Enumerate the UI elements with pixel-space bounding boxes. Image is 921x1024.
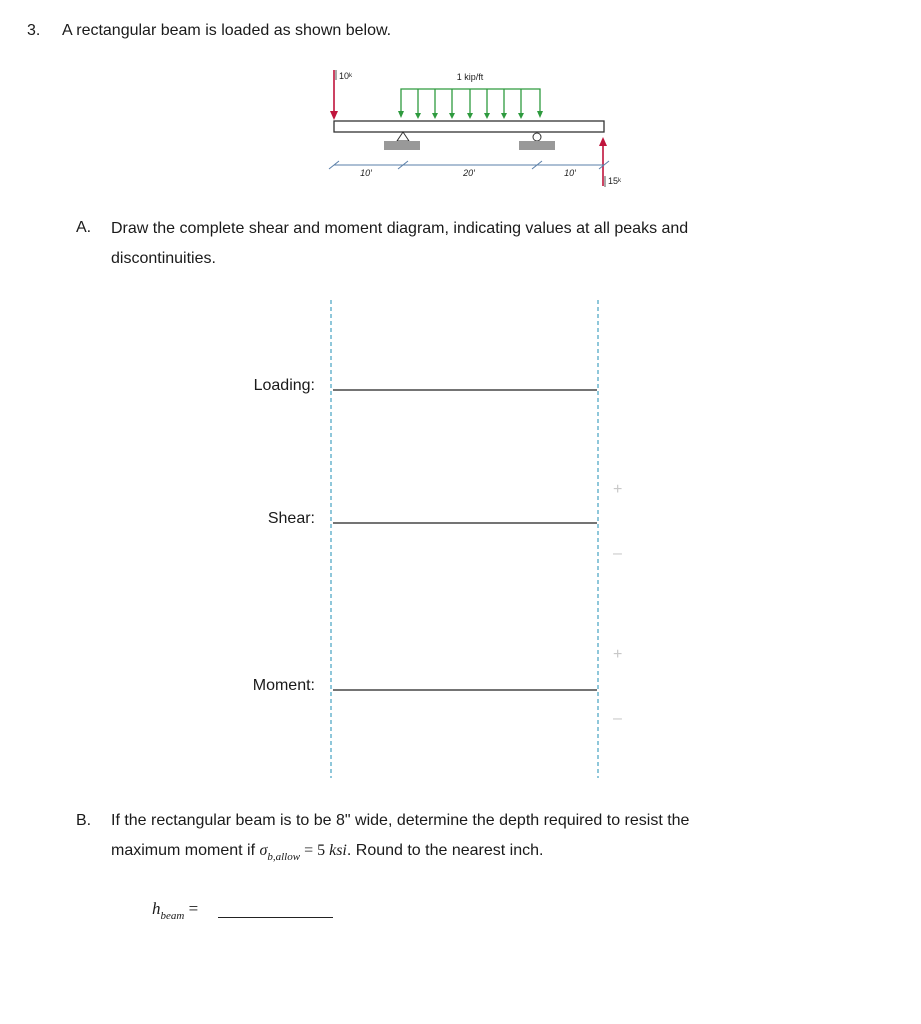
unit: ksi <box>329 842 347 859</box>
part-a-text: Draw the complete shear and moment diagram, indicating values at all peaks and discontinuities. <box>111 220 689 267</box>
moment-minus-sign: – <box>613 710 622 727</box>
part-a-letter: A. <box>76 219 92 236</box>
distributed-load-label: 1 kip/ft <box>456 72 484 82</box>
part-b-text: If the rectangular beam is to be 8" wide, determine the depth required to resist the maximum moment if $\sigma_{b,allow} = 5$ ksi. Round to the nearest inch. <box>111 812 690 863</box>
part-b-letter: B. <box>76 812 92 829</box>
sigma-subscript: b,allow <box>267 851 301 863</box>
reaction-label: 15ᵏ <box>608 176 622 186</box>
answer-blank[interactable] <box>218 917 333 918</box>
question-number: 3. <box>27 22 41 39</box>
moment-plus-sign: + <box>613 646 623 663</box>
loading-label: Loading: <box>253 377 315 394</box>
dim-mid-label: 20′ <box>463 168 475 178</box>
shear-label: Shear: <box>267 510 315 527</box>
point-load-label: 10ᵏ <box>339 71 353 81</box>
dim-right-label: 10′ <box>564 168 576 178</box>
dim-left-label: 10′ <box>360 168 372 178</box>
question-text: A rectangular beam is loaded as shown below. <box>62 22 392 39</box>
sigma-symbol: σ <box>259 842 268 859</box>
answer-expression: $h_{beam}$ = <box>152 899 199 922</box>
answer-subscript: beam <box>160 910 185 922</box>
moment-label: Moment: <box>252 677 315 694</box>
answer-variable: h <box>152 899 161 918</box>
shear-minus-sign: – <box>613 545 622 562</box>
shear-plus-sign: + <box>613 481 623 498</box>
